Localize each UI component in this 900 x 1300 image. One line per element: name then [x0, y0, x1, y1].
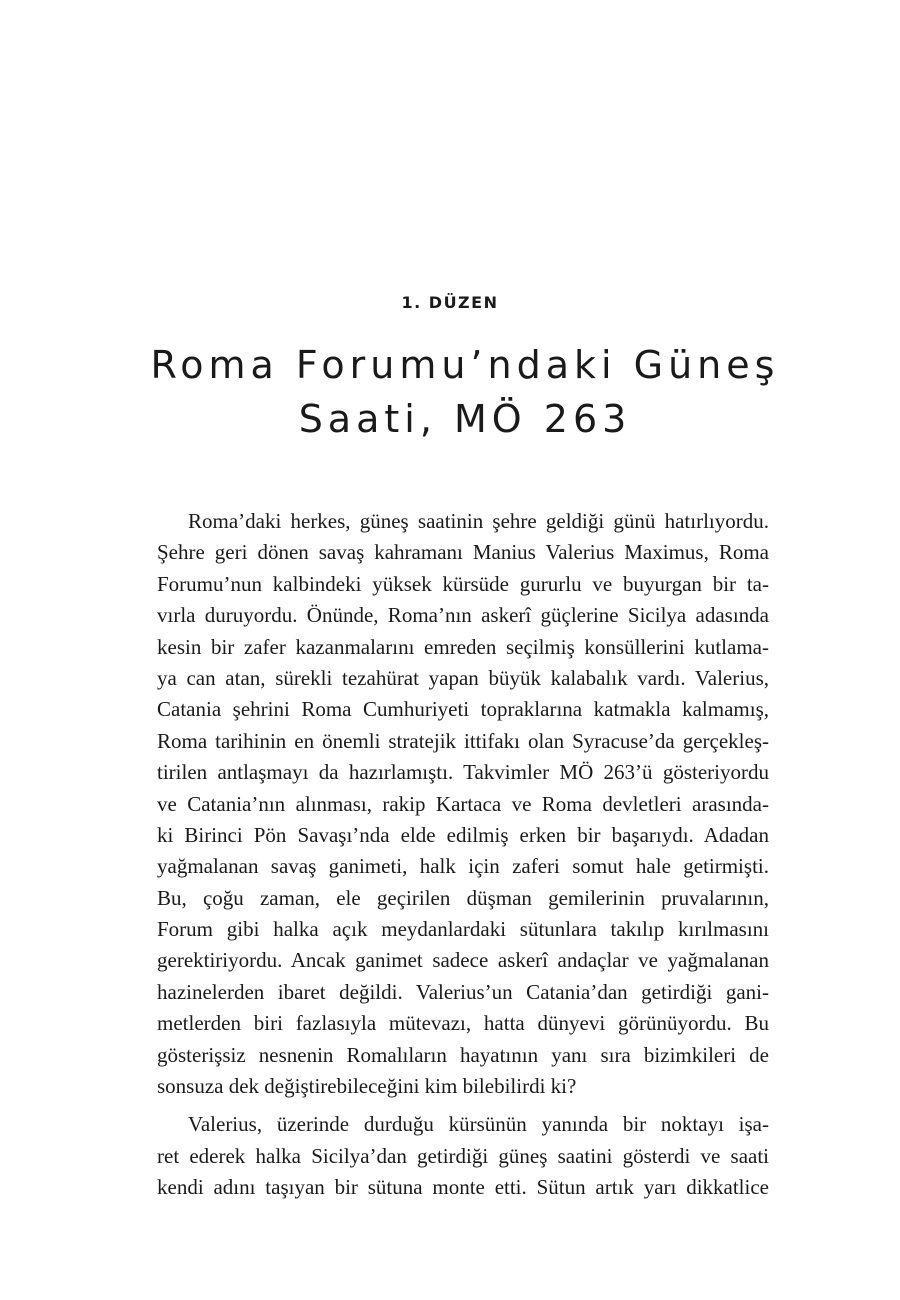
text-line: sonsuza dek değiştirebileceğini kim bilebilirdi ki?	[157, 1074, 577, 1099]
text-line: gösterişsiz nesnenin Romalıların hayatının yanı sıra bizimkileri de	[157, 1042, 769, 1067]
text-line: yağmalanan savaş ganimeti, halk için zaferi somut hale getirmişti.	[157, 854, 769, 879]
text-line: metlerden biri fazlasıyla mütevazı, hatta dünyevi görünüyordu. Bu	[157, 1011, 769, 1036]
text-line: Şehre geri dönen savaş kahramanı Manius Valerius Maximus, Roma	[157, 540, 769, 565]
chapter-label: 1. DÜZEN	[401, 293, 499, 312]
text-line: Valerius, üzerinde durduğu kürsünün yanında bir noktayı işa-	[188, 1112, 769, 1137]
text-line: kendi adını taşıyan bir sütuna monte etti. Sütun artık yarı dikkatlice	[157, 1175, 769, 1200]
chapter-title	[0, 338, 900, 446]
text-line: ve Catania’nın alınması, rakip Kartaca ve Roma devletleri arasında-	[157, 791, 769, 816]
text-line: Catania şehrini Roma Cumhuriyeti topraklarına katmakla kalmamış,	[157, 697, 769, 722]
text-line: Bu, çoğu zaman, ele geçirilen düşman gemilerinin pruvalarının,	[157, 885, 769, 910]
text-line: kesin bir zafer kazanmalarını emreden seçilmiş konsüllerini kutlama-	[157, 634, 769, 659]
paragraph	[157, 1109, 769, 1203]
paragraph	[157, 506, 769, 1102]
chapter-title-line: Roma Forumu’ndaki Güneş	[150, 343, 780, 387]
text-line: ki Birinci Pön Savaşı’nda elde edilmiş erken bir başarıydı. Adadan	[157, 822, 769, 847]
chapter-title-line: Saati, MÖ 263	[298, 397, 632, 441]
text-line: tirilen antlaşmayı da hazırlamıştı. Takvimler MÖ 263’ü gösteriyordu	[157, 760, 769, 785]
text-line: hazinelerden ibaret değildi. Valerius’un Catania’dan getirdiği gani-	[157, 979, 769, 1004]
text-line: Roma’daki herkes, güneş saatinin şehre geldiği günü hatırlıyordu.	[188, 509, 769, 533]
text-line: ya can atan, sürekli tezahürat yapan büyük kalabalık vardı. Valerius,	[157, 665, 769, 690]
text-line: gerektiriyordu. Ancak ganimet sadece askerî andaçlar ve yağmalanan	[157, 948, 769, 973]
text-line: Forumu’nun kalbindeki yüksek kürsüde gururlu ve buyurgan bir ta-	[157, 571, 769, 596]
text-line: vırla duruyordu. Önünde, Roma’nın askerî güçlerine Sicilya adasında	[157, 603, 769, 628]
text-line: Roma tarihinin en önemli stratejik ittifakı olan Syracuse’da gerçekleş-	[157, 728, 769, 753]
text-line: Forum gibi halka açık meydanlardaki sütunlara takılıp kırılmasını	[157, 917, 769, 942]
text-line: ret ederek halka Sicilya’dan getirdiği güneş saatini gösterdi ve saati	[157, 1143, 769, 1168]
body-text	[157, 506, 769, 1204]
